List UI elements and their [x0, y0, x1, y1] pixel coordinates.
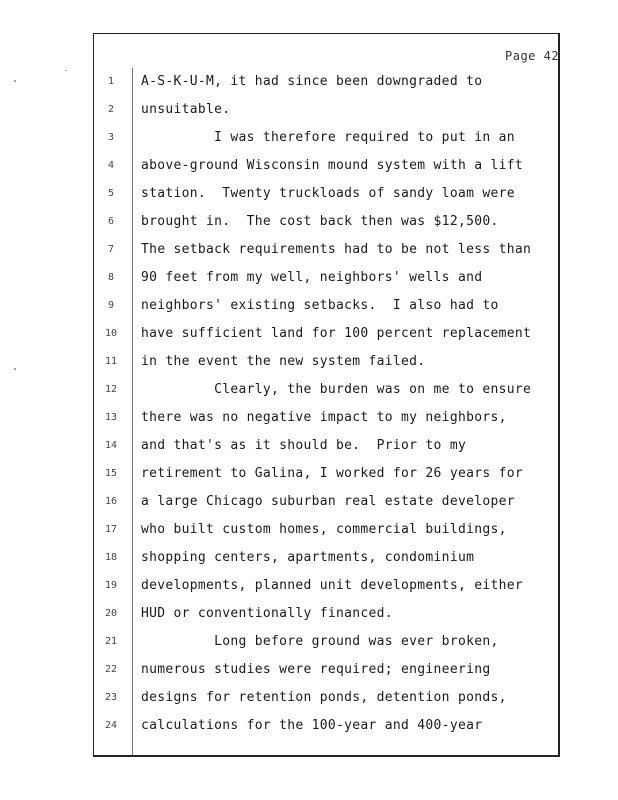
line-text: and that's as it should be. Prior to my [141, 438, 467, 453]
line-number: 24 [104, 720, 118, 731]
line-text: have sufficient land for 100 percent replacement [141, 326, 532, 341]
line-text: numerous studies were required; engineering [141, 662, 491, 677]
line-number: 9 [107, 300, 115, 311]
line-number: 21 [104, 636, 118, 647]
transcript-line [0, 320, 560, 348]
line-number: 1 [107, 76, 115, 87]
transcript-line [0, 432, 560, 460]
transcript-line [0, 656, 560, 684]
line-text: there was no negative impact to my neighbors, [141, 410, 507, 425]
line-number: 12 [104, 384, 118, 395]
line-number: 2 [107, 104, 115, 115]
line-text: Long before ground was ever broken, [141, 634, 499, 649]
transcript-line [0, 544, 560, 572]
transcript-line [0, 208, 560, 236]
transcript-line [0, 348, 560, 376]
line-text: retirement to Galina, I worked for 26 years for [141, 466, 523, 481]
line-text: who built custom homes, commercial buildings, [141, 522, 507, 537]
line-text: a large Chicago suburban real estate developer [141, 494, 515, 509]
transcript-line [0, 292, 560, 320]
line-number: 17 [104, 524, 118, 535]
line-number: 10 [104, 328, 118, 339]
transcript-line [0, 124, 560, 152]
transcript-line [0, 572, 560, 600]
transcript-line [0, 460, 560, 488]
line-number: 7 [107, 244, 115, 255]
transcript-line [0, 628, 560, 656]
line-number: 16 [104, 496, 118, 507]
line-text: in the event the new system failed. [141, 354, 426, 369]
line-text: unsuitable. [141, 102, 231, 117]
line-number: 5 [107, 188, 115, 199]
line-number: 8 [107, 272, 115, 283]
line-text: I was therefore required to put in an [141, 130, 515, 145]
transcript-line [0, 376, 560, 404]
transcript-line [0, 152, 560, 180]
line-text: designs for retention ponds, detention ponds, [141, 690, 507, 705]
page-number: Page 42 [505, 49, 560, 63]
transcript-line [0, 236, 560, 264]
line-text: HUD or conventionally financed. [141, 606, 393, 621]
line-number: 23 [104, 692, 118, 703]
line-number: 15 [104, 468, 118, 479]
line-number: 6 [107, 216, 115, 227]
line-text: The setback requirements had to be not less than [141, 242, 532, 257]
line-number: 20 [104, 608, 118, 619]
line-number: 4 [107, 160, 115, 171]
line-text: brought in. The cost back then was $12,500. [141, 214, 499, 229]
line-text: developments, planned unit developments, either [141, 578, 523, 593]
line-number: 18 [104, 552, 118, 563]
line-text: 90 feet from my well, neighbors' wells and [141, 270, 483, 285]
line-text: station. Twenty truckloads of sandy loam were [141, 186, 515, 201]
transcript-line [0, 68, 560, 96]
transcript-line [0, 516, 560, 544]
transcript-line [0, 180, 560, 208]
line-number: 19 [104, 580, 118, 591]
line-number: 3 [107, 132, 115, 143]
line-text: neighbors' existing setbacks. I also had to [141, 298, 499, 313]
line-number: 13 [104, 412, 118, 423]
transcript-line [0, 684, 560, 712]
line-text: A-S-K-U-M, it had since been downgraded to [141, 74, 483, 89]
transcript-line [0, 600, 560, 628]
line-number: 22 [104, 664, 118, 675]
line-text: calculations for the 100-year and 400-year [141, 718, 483, 733]
line-text: Clearly, the burden was on me to ensure [141, 382, 532, 397]
transcript-line [0, 488, 560, 516]
line-text: shopping centers, apartments, condominium [141, 550, 475, 565]
transcript-line [0, 264, 560, 292]
line-text: above-ground Wisconsin mound system with a lift [141, 158, 523, 173]
transcript-line [0, 96, 560, 124]
line-number: 14 [104, 440, 118, 451]
transcript-line [0, 404, 560, 432]
transcript-line [0, 712, 560, 740]
line-number: 11 [104, 356, 118, 367]
